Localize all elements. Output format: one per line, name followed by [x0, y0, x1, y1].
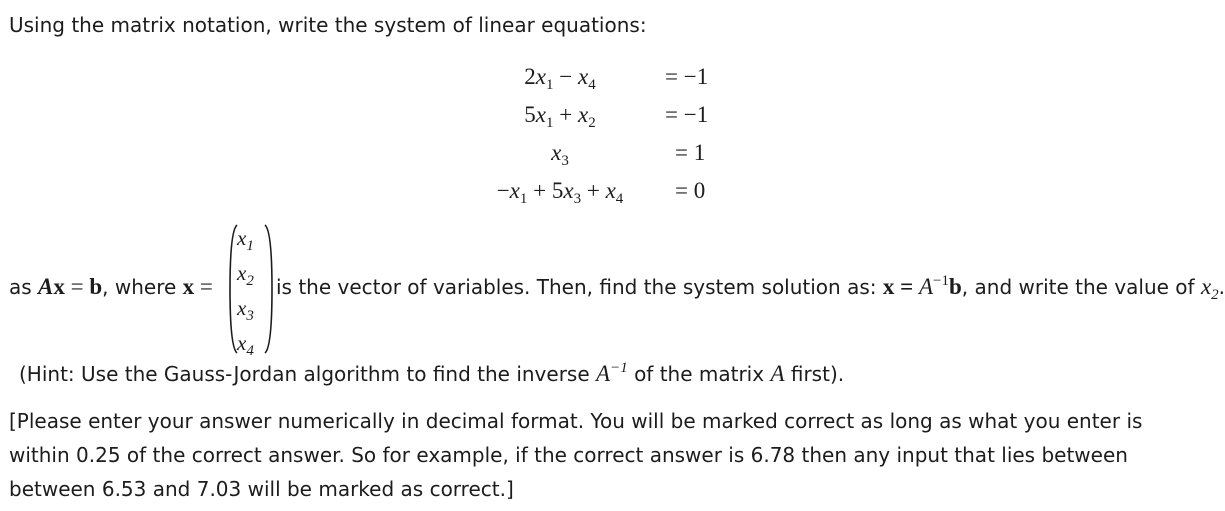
equation-lhs: $x_3$ [551, 140, 569, 169]
equation-lhs: $5x_1 + x_2$ [524, 102, 596, 131]
vector-entry: $x_3$ [237, 296, 254, 324]
matrix-form-line [9, 274, 213, 300]
equation-row [0, 100, 1200, 130]
question-intro: Using the matrix notation, write the system of linear equations: [9, 13, 647, 37]
vector-entry: $x_1$ [237, 226, 254, 254]
solution-line [276, 273, 1225, 303]
value-text: , and write the value of [961, 275, 1195, 299]
where-text: , where [102, 275, 177, 299]
period: . [1218, 275, 1225, 299]
vector-description: is the vector of variables. Then, find the system solution as: [276, 275, 877, 299]
target-variable: $x_2$ [1200, 274, 1219, 303]
equation-lhs: $2x_1 - x_4$ [524, 64, 596, 93]
variable-vector [229, 221, 273, 357]
hint-line [19, 361, 844, 387]
equation-row [0, 138, 1200, 168]
solution-formula: $x = A^{-1}b$ [882, 273, 962, 299]
equation-rhs: = 0 [675, 178, 706, 203]
x-equals: x = [182, 274, 213, 299]
hint-matrix: A [770, 361, 785, 386]
equation-rhs: = −1 [665, 102, 709, 127]
hint-end: first). [790, 362, 845, 386]
hint-suffix: of the matrix [634, 362, 765, 386]
equation-rhs: = −1 [665, 64, 709, 89]
equation-row [0, 176, 1200, 206]
hint-matrix-inverse: $A^{-1}$ [596, 360, 628, 386]
hint-prefix: (Hint: Use the Gauss-Jordan algorithm to find the inverse [19, 362, 590, 386]
equation-row [0, 62, 1200, 92]
ax-eq-b: Ax = b [38, 274, 103, 299]
as-text: as [9, 275, 32, 299]
answer-instructions: [Please enter your answer numerically in decimal format. You will be marked correct as long as what you enter is within 0.25 of the correct answer. So for example, if the correct answer is 6.78 then any input that lies between between 6.53 and 7.03 will be marked as correct.] [9, 409, 1143, 501]
equation-rhs: = 1 [675, 140, 706, 165]
vector-entry: $x_2$ [237, 261, 254, 289]
vector-entry: $x_4$ [237, 331, 254, 359]
equation-lhs: $-x_1 + 5x_3 + x_4$ [496, 178, 624, 207]
